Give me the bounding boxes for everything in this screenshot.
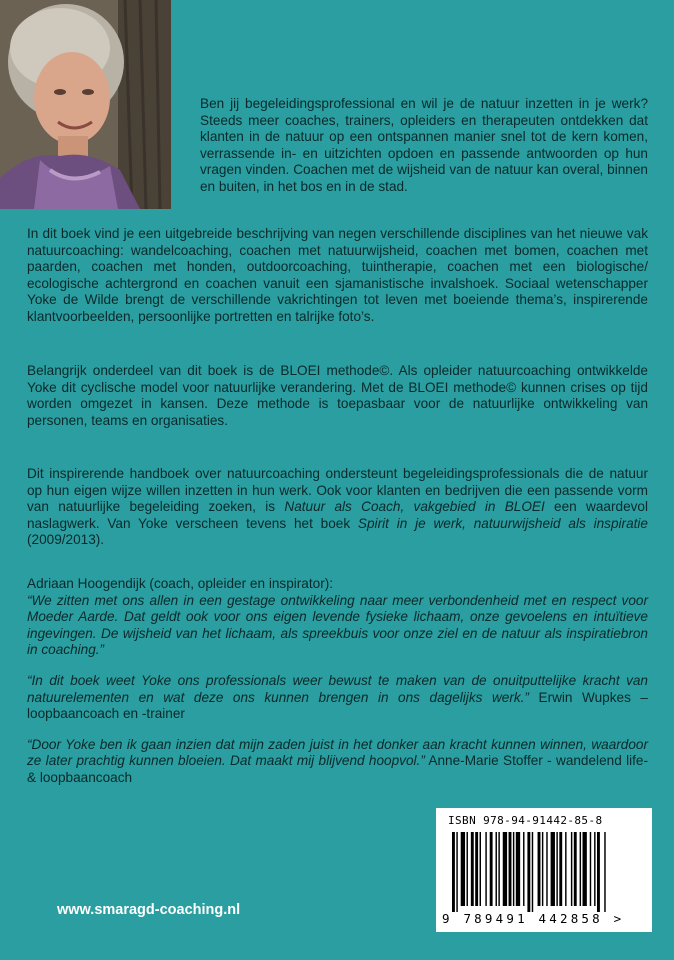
handbook-paragraph: [27, 466, 648, 549]
website-url: www.smaragd-coaching.nl: [57, 902, 241, 918]
barcode: [436, 808, 652, 932]
testimonial-text: “Door Yoke ben ik gaan inzien dat mijn zaden juist in het donker aan kracht kunnen winnen, waardoor ze later prachtig kunnen bloeien. Dat maakt mij blijvend hoopvol.”: [27, 736, 648, 769]
testimonial-text: “In dit boek weet Yoke ons professionals weer bewust te maken van de onuitputtelijke kracht van natuurelementen en wat deze ons kunnen brengen in ons dagelijks werk.”: [27, 672, 648, 705]
testimonial-attribution: Adriaan Hoogendijk (coach, opleider en inspirator):: [27, 576, 334, 591]
handbook-text-3: (2009/2013).: [27, 532, 105, 548]
isbn-label: ISBN 978-94-91442-85-8: [448, 814, 603, 827]
testimonial-author: Anne-Marie Stoffer - wandelend life- & loopbaancoach: [27, 753, 648, 785]
testimonial-2: [27, 673, 648, 723]
testimonials: [27, 576, 648, 801]
testimonial-author: Erwin Wupkes – loopbaancoach en -trainer: [27, 689, 648, 722]
book-title: Natuur als Coach, vakgebied in BLOEI: [284, 499, 545, 515]
method-paragraph: Belangrijk onderdeel van dit boek is de BLOEI methode©. Als opleider natuurcoaching ontwikkelde Yoke dit cyclische model voor natuurlijke verandering. Met de BLOEI methode© kunnen crises op tijd worden omgezet in kansen. Deze methode is toepasbaar voor de natuurlijke ontwikkeling van personen, teams en organisaties.: [27, 363, 648, 428]
handbook-text-2: een waardevol naslagwerk. Van Yoke verscheen tevens het boek: [27, 499, 649, 531]
description-paragraph: In dit boek vind je een uitgebreide beschrijving van negen verschillende disciplines van het nieuwe vak natuurcoaching: wandelcoaching, coachen met natuurwijsheid, coachen met bomen, coachen met paarden, coachen met honden, outdoorcoaching, tuintherapie, coachen met een biologische/ ecologische achtergrond en coachen vanuit een sjamanistische invalshoek. Sociaal wetenschapper Yoke de Wilde brengt de verschillende vakrichtingen tot leven met boeiende thema’s, inspirerende klantvoorbeelden, persoonlijke portretten en talrijke foto’s.: [27, 226, 648, 324]
handbook-text-1: Dit inspirerende handboek over natuurcoaching ondersteunt begeleidingsprofessionals die de natuur op hun eigen wijze willen inzetten in hun werk. Ook voor klanten en bedrijven die een passende vorm van natuurlijke begeleiding zoeken, is: [27, 466, 648, 515]
barcode-digits: 9 789491 442858 >: [442, 911, 625, 926]
testimonial-3: [27, 737, 648, 787]
other-book-title: Spirit in je werk, natuurwijsheid als inspiratie: [357, 515, 648, 531]
barcode-bars: [448, 832, 640, 912]
testimonial-text: “We zitten met ons allen in een gestage ontwikkeling naar meer verbondenheid met en respect voor Moeder Aarde. Dat geldt ook voor ons eigen levende fysieke lichaam, onze gevoelens en intuïtieve ingevingen. De wijsheid van het lichaam, als spreekbuis voor onze ziel en de natuur als inspiratiebron in coaching.”: [27, 592, 648, 658]
author-photo: [0, 0, 171, 209]
intro-paragraph: Ben jij begeleidingsprofessional en wil je de natuur inzetten in je werk? Steeds meer coaches, trainers, opleiders en therapeuten ontdekken dat klanten in de natuur op een ontspannen manier snel tot de kern komen, verrassende in- en uitzichten opdoen en passende antwoorden op hun vragen vinden. Coachen met de wijsheid van de natuur kan overal, binnen en buiten, in het bos en in de stad.: [200, 96, 648, 194]
testimonial-1: [27, 576, 648, 659]
